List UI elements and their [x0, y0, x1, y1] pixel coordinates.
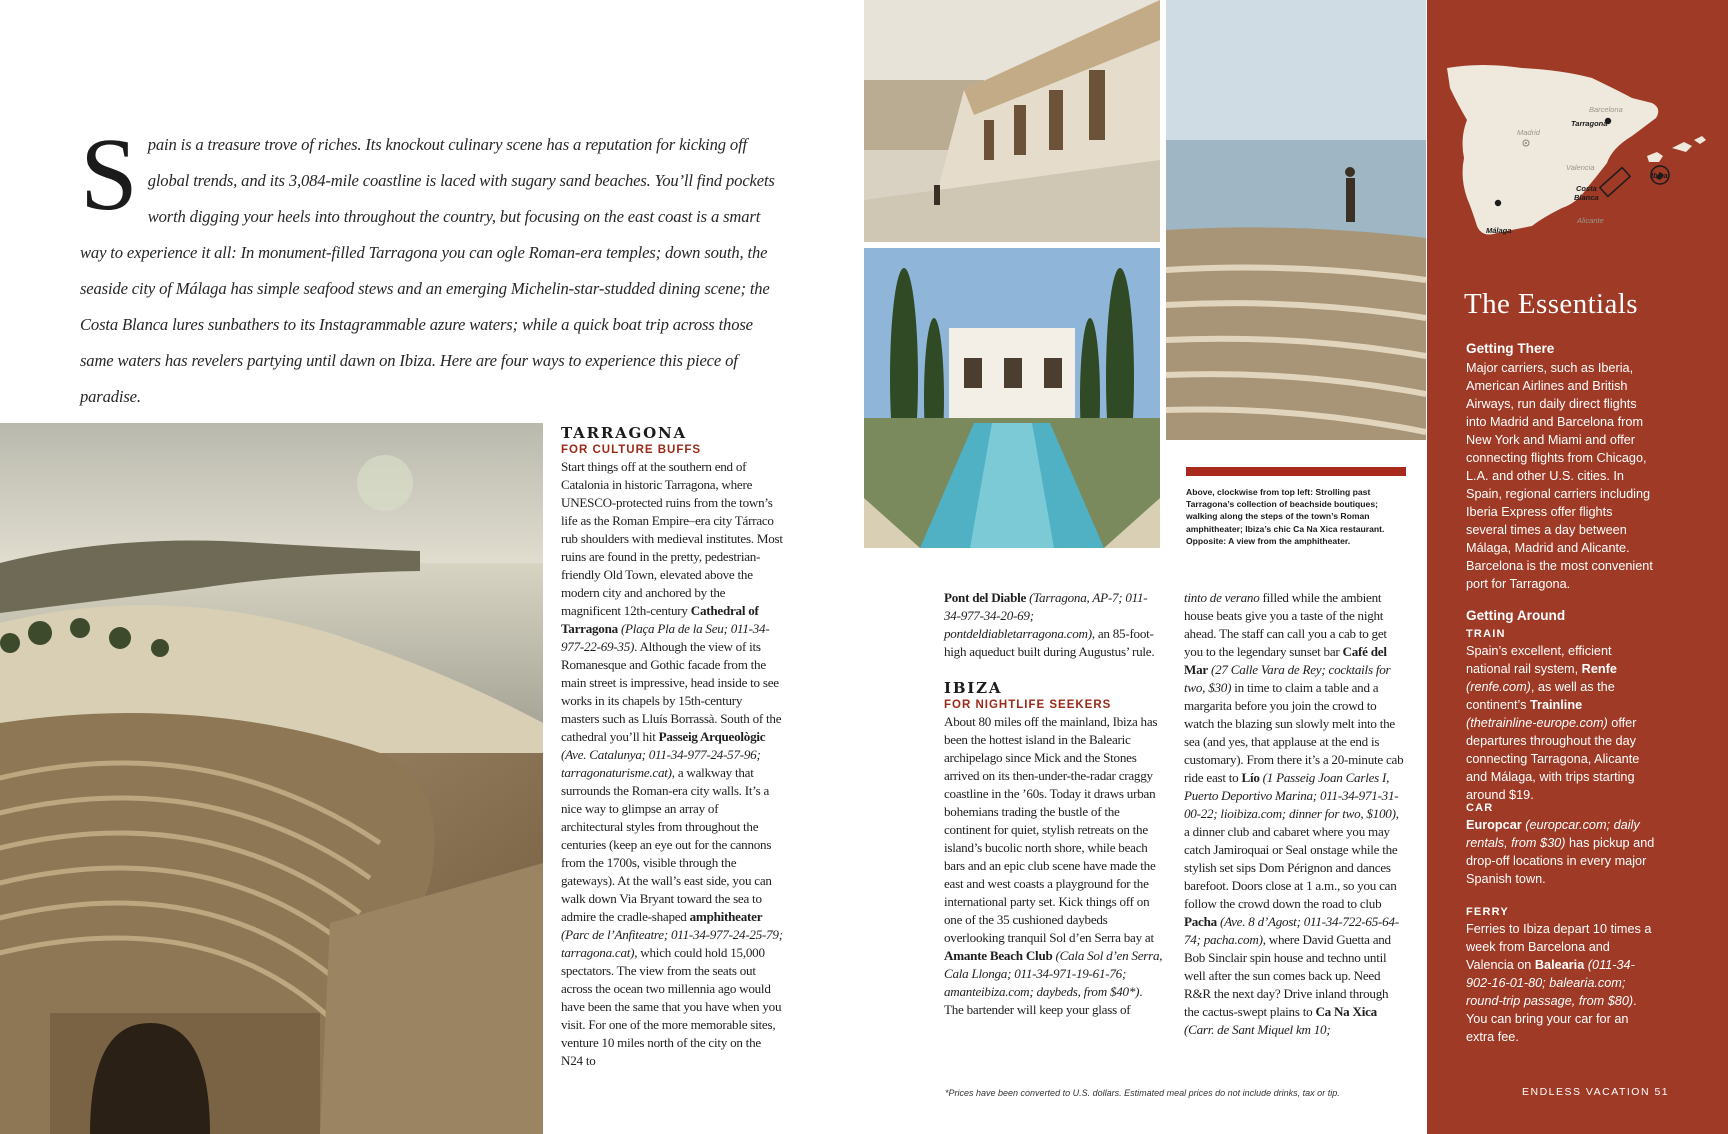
ferry-text — [1466, 920, 1656, 1046]
ibiza-text: in time to claim a table and a margarita before you join the crowd to watch the blazing sun slowly melt into the sea (and yes, that applause at the end is customary). From there it’s a 20-minute cab ride east to — [1184, 680, 1404, 785]
tarragona-text: Start things off at the southern end of Catalonia in historic Tarragona, where UNESCO-protected ruins from the town’s life as the Roman Empire–era city Tárraco rub shoulders with medieval institutes. Most ruins are found in the pretty, pedestrian-friendly Old Town, elevated above the modern city and anchored by the magnificent 12th-century — [561, 459, 783, 618]
ferry-text-part: Ferries to Ibiza depart 10 times a week from Barcelona and Valencia on — [1466, 922, 1652, 972]
map-label-blanca: Blanca — [1574, 193, 1599, 202]
tarragona-text: , a walkway that surrounds the Roman-era city walls. It’s a nice way to glimpse an array of architectural styles from throughout the centuries (keep an eye out for the cannons from the 1700s, visible through the gateways). At the wall’s east side, you can walk down Via Bryant toward the sea to admire the cradle-shaped — [561, 765, 772, 924]
trainline-name: Trainline — [1529, 698, 1583, 712]
drink-name: tinto de verano — [1184, 590, 1260, 605]
ibiza-body-part-2 — [1184, 589, 1406, 1039]
car-heading: CAR — [1466, 802, 1494, 814]
tarragona-text: . Although the view of its Romanesque and Gothic facade from the main street is impressive, head inside to see works in its chapels by 15th-century masters such as Lluís Borrassà. South of the cathedral you’ll hit — [561, 639, 782, 744]
balearia-name: Balearia — [1534, 958, 1585, 972]
venue-cathedral: Cathedral of Tarragona — [561, 603, 759, 636]
map-label-madrid: Madrid — [1517, 128, 1540, 137]
page-folio: ENDLESS VACATION 51 — [1522, 1086, 1670, 1098]
ibiza-body-part-1 — [944, 713, 1164, 1019]
section-title-tarragona: TARRAGONA — [561, 424, 687, 442]
ferry-heading: FERRY — [1466, 906, 1509, 918]
map-label-tarragona: Tarragona — [1571, 119, 1608, 128]
ibiza-text: About 80 miles off the mainland, Ibiza has been the hottest island in the Balearic archipelago since Mick and the Stones arrived on its then-under-the-radar craggy coastline in the ’60s. Today it draws urban bohemians trading the bustle of the continent for quiet, stylish retreats on the island’s bucolic north shore, while beach bars and an epic club scene have made the east and west coasts a playground for the international party set. Kick things off on one of the 35 cushioned daybeds overlooking tranquil Sol d’en Serra bay at — [944, 714, 1158, 945]
venue-info-pont: (Tarragona, AP-7; 011-34-977-34-20-69; pontdeldiabletarragona.com) — [944, 590, 1148, 641]
getting-there-block — [1466, 340, 1656, 593]
essentials-sidebar — [1427, 0, 1728, 1134]
getting-there-heading: Getting There — [1466, 341, 1555, 356]
venue-info-lio: (1 Passeig Joan Carles I, Puerto Deportivo Marina; 011-34-971-31-00-22; lioibiza.com; dinner for two, $100) — [1184, 770, 1399, 821]
venue-info-cafe: (27 Calle Vara de Rey; cocktails for two, $30) — [1184, 662, 1391, 695]
tarragona-body-part-1 — [561, 458, 783, 1070]
section-subtitle-ibiza: FOR NIGHTLIFE SEEKERS — [944, 699, 1112, 711]
trainline-url: (thetrainline-europe.com) — [1466, 716, 1608, 730]
map-label-costa: Costa — [1576, 184, 1597, 193]
venue-amphitheater: amphitheater — [689, 909, 763, 924]
map-label-valencia: Valencia — [1566, 163, 1595, 172]
tarragona-text: , which could hold 15,000 spectators. The view from the seats out across the ocean two millennia ago would have been the same that you have when you visit. For one of the more memorable sites, venture 10 miles north of the city on the N24 to — [561, 945, 782, 1068]
venue-pont-del-diable: Pont del Diable — [944, 590, 1027, 605]
tarragona-text: , an 85-foot-high aqueduct built during Augustus’ rule. — [944, 626, 1155, 659]
section-title-ibiza: IBIZA — [944, 679, 1003, 697]
drop-cap: S — [80, 117, 138, 232]
malaga-dot — [1495, 200, 1501, 206]
ibiza-text: , a dinner club and cabaret where you may catch Jamiroquai or Seal onstage while the stylish set sips Dom Pérignon and dances barefoot. Doors close at 1 a.m., so you can follow the crowd down the road to club — [1184, 806, 1399, 911]
tarragona-body-continued — [944, 589, 1164, 661]
train-text-part: , as well as the continent’s — [1466, 680, 1615, 712]
essentials-title: The Essentials — [1464, 288, 1638, 320]
ibiza-text: , where David Guetta and Bob Sinclair spin house and techno until well after the sun comes back up. Need R&R the next day? Drive inland through the cactus-swept plains to — [1184, 932, 1391, 1019]
ferry-block — [1466, 904, 1656, 1046]
tarragona-column — [561, 424, 783, 1070]
venue-info-amante: (Cala Sol d’en Serra, Cala Llonga; 011-34-971-19-61-76; amanteibiza.com; daybeds, from $40*) — [944, 948, 1163, 999]
getting-around-heading: Getting Around — [1466, 608, 1566, 623]
map-label-alicante: Alicante — [1577, 216, 1604, 225]
venue-cafe-del-mar: Café del Mar — [1184, 644, 1387, 677]
renfe-name: Renfe — [1581, 662, 1617, 676]
renfe-url: (renfe.com) — [1466, 680, 1531, 694]
train-text — [1466, 642, 1656, 804]
photo-caption: Above, clockwise from top left: Strolling past Tarragona’s collection of beachside boutiques; walking along the steps of the town’s Roman amphitheater; Ibiza’s chic Ca Na Xica restaurant. Opposite: A view from the amphitheater. — [1186, 487, 1385, 546]
getting-around-block — [1466, 607, 1656, 804]
venue-amante: Amante Beach Club — [944, 948, 1053, 963]
caption-accent-bar — [1186, 467, 1406, 476]
venue-info-cathedral: (Plaça Pla de la Seu; 011-34-977-22-69-35) — [561, 621, 770, 654]
venue-lio: Lío — [1241, 770, 1260, 785]
train-heading: TRAIN — [1466, 628, 1506, 640]
train-text-part: Spain’s excellent, efficient national rail system, — [1466, 644, 1612, 676]
photo-ca-na-xica — [864, 248, 1160, 548]
train-text-part: offer departures throughout the day connecting Tarragona, Alicante and Málaga, with trips starting around $19. — [1466, 716, 1640, 802]
ibiza-text: filled while the ambient house beats give you a taste of the night ahead. The staff can call you a cab to get you to the legendary sunset bar — [1184, 590, 1387, 659]
europcar-name: Europcar — [1466, 818, 1522, 832]
venue-pacha: Pacha — [1184, 914, 1217, 929]
section-subtitle-tarragona: FOR CULTURE BUFFS — [561, 444, 702, 456]
europcar-info: (europcar.com; daily rentals, from $30) — [1466, 818, 1640, 850]
spain-shape — [1447, 65, 1658, 234]
venue-info-amphitheater: (Parc de l’Anfiteatre; 011-34-977-24-25-79; tarragona.cat) — [561, 927, 783, 960]
map-label-barcelona: Barcelona — [1589, 105, 1623, 114]
ferry-text-part: . You can bring your car for an extra fee. — [1466, 994, 1637, 1044]
car-text-part: has pickup and drop-off locations in every major Spanish town. — [1466, 836, 1655, 886]
intro-paragraph — [80, 117, 786, 415]
photo-tarragona-street — [864, 0, 1160, 242]
getting-there-text: Major carriers, such as Iberia, American Airlines and British Airways, run daily direct flights into Madrid and Barcelona from New York and Miami and offer connecting flights from Chicago, L.A. and other U.S. cities. In Spain, regional carriers including Iberia Express offer flights several times a day between Málaga, Madrid and Alicante. Barcelona is the most convenient port for Tarragona. — [1466, 361, 1653, 591]
intro-text: pain is a treasure trove of riches. Its knockout culinary scene has a reputation for kicking off global trends, and its 3,084-mile coastline is laced with sugary sand beaches. You’ll find pockets worth digging your heels into throughout the country, but focusing on the east coast is a smart way to experience it all: In monument-filled Tarragona you can ogle Roman-era temples; down south, the seaside city of Málaga has simple seafood stews and an emerging Michelin-star-studded dining scene; the Costa Blanca lures sunbathers to its Instagrammable azure waters; while a quick boat trip across those same waters has revelers partying until dawn on Ibiza. Here are four ways to experience this piece of paradise. — [80, 135, 775, 406]
venue-passeig: Passeig Arqueològic — [658, 729, 766, 744]
venue-ca-na-xica: Ca Na Xica — [1315, 1004, 1377, 1019]
photo-amphitheater-coast — [0, 423, 543, 1134]
car-text — [1466, 816, 1656, 888]
car-block — [1466, 800, 1656, 888]
ibiza-column-continued — [1184, 589, 1406, 1039]
venue-info-ca-na-xica: (Carr. de Sant Miquel km 10; — [1184, 1022, 1331, 1037]
middle-column — [944, 589, 1164, 1019]
map-label-ibiza: Ibiza — [1651, 171, 1668, 180]
price-footnote: *Prices have been converted to U.S. dollars. Estimated meal prices do not include drinks, tax or tip. — [945, 1088, 1340, 1098]
photo-amphitheater-walker — [1166, 0, 1426, 440]
balearia-info: (011-34-902-16-01-80; balearia.com; round-trip passage, from $80) — [1466, 958, 1635, 1008]
spain-map — [1442, 58, 1727, 268]
venue-info-passeig: (Ave. Catalunya; 011-34-977-24-57-96; tarragonaturisme.cat) — [561, 747, 761, 780]
map-label-malaga: Málaga — [1486, 226, 1512, 235]
costa-blanca-box — [1600, 168, 1630, 197]
ibiza-text: . The bartender will keep your glass of — [944, 984, 1143, 1017]
venue-info-pacha: (Ave. 8 d’Agost; 011-34-722-65-64-74; pacha.com) — [1184, 914, 1399, 947]
